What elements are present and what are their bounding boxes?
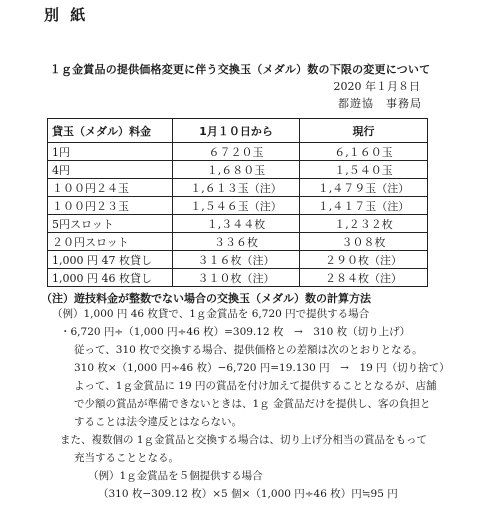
header-from-jan10: 1月１０日から <box>173 119 300 143</box>
cell-new: １,５４６玉（注） <box>173 197 300 215</box>
table-row <box>48 269 428 287</box>
note-line: （例）1,000 円 46 枚貸で、1ｇ金賞品を 6,720 円で提供する場合 <box>52 308 370 320</box>
document-title: １ｇ金賞品の提供価格変更に伴う交換玉（メダル）数の下限の変更について <box>49 63 431 76</box>
table-row <box>48 215 428 233</box>
cell-fee: 1円 <box>48 143 173 161</box>
cell-current: １,４７９玉（注） <box>300 179 428 197</box>
note-line: よって、1ｇ金賞品に 19 円の賞品を付け加えて提供することとなるが、店舗 <box>74 380 437 392</box>
cell-new: ３１０枚（注） <box>173 269 300 287</box>
cell-new: ３１６枚（注） <box>173 251 300 269</box>
note-heading: （注）遊技料金が整数でない場合の交換玉（メダル）数の計算方法 <box>41 292 371 305</box>
cell-new: １,３４４枚 <box>173 215 300 233</box>
cell-current: １,５４０玉 <box>300 161 428 179</box>
note-line: （310 枚−309.12 枚）×5 個×（1,000 円÷46 枚）円≒95 円 <box>98 488 398 500</box>
table-row <box>48 197 428 215</box>
exchange-rate-table <box>47 118 428 287</box>
document-issuer: 都遊協 事務局 <box>338 97 422 110</box>
cell-new: １,６８０玉 <box>173 161 300 179</box>
cell-current: ３０８枚 <box>300 233 428 251</box>
document-date: 2020 年１月８日 <box>333 80 420 93</box>
cell-fee: １００円２４玉 <box>48 179 173 197</box>
cell-current: １,２３２枚 <box>300 215 428 233</box>
cell-new: ３３６枚 <box>173 233 300 251</box>
cell-new: １,６１３玉（注） <box>173 179 300 197</box>
table-row <box>48 233 428 251</box>
table-row <box>48 251 428 269</box>
attachment-label: 別 紙 <box>44 6 89 24</box>
cell-new: ６７２０玉 <box>173 143 300 161</box>
note-line: 充当することとなる。 <box>74 452 179 464</box>
header-rental-fee: 貸玉（メダル）料金 <box>48 119 173 143</box>
note-line: （例）1ｇ金賞品を５個提供する場合 <box>88 470 263 482</box>
cell-current: ２９０枚（注） <box>300 251 428 269</box>
cell-fee: １００円２３玉 <box>48 197 173 215</box>
cell-fee: 1,000 円 47 枚貸し <box>48 251 173 269</box>
note-line: また、複数個の 1ｇ金賞品と交換する場合は、切り上げ分相当の賞品をもって <box>60 434 428 446</box>
table-header-row <box>48 119 428 143</box>
cell-current: １,４１７玉（注） <box>300 197 428 215</box>
note-line: ・6,720 円÷（1,000 円÷46 枚）=309.12 枚 → 310 枚（切り上げ） <box>60 326 411 338</box>
note-line: 従って、310 枚で交換する場合、提供価格との差額は次のとおりとなる。 <box>74 344 423 356</box>
header-current: 現行 <box>300 119 428 143</box>
table-row <box>48 161 428 179</box>
cell-fee: 1,000 円 46 枚貸し <box>48 269 173 287</box>
cell-fee: 5円スロット <box>48 215 173 233</box>
cell-current: ２８４枚（注） <box>300 269 428 287</box>
cell-current: ６,１６０玉 <box>300 143 428 161</box>
note-line: で少額の賞品が準備できないときは、1ｇ 金賞品だけを提供し、客の負担と <box>74 398 431 410</box>
note-line: 310 枚×（1,000 円÷46 枚）−6,720 円=19.130 円 → 19 円（切り捨て） <box>74 362 450 374</box>
note-line: することは法令違反とはならない。 <box>74 416 242 428</box>
table-row <box>48 143 428 161</box>
table-row <box>48 179 428 197</box>
cell-fee: ２０円スロット <box>48 233 173 251</box>
cell-fee: 4円 <box>48 161 173 179</box>
